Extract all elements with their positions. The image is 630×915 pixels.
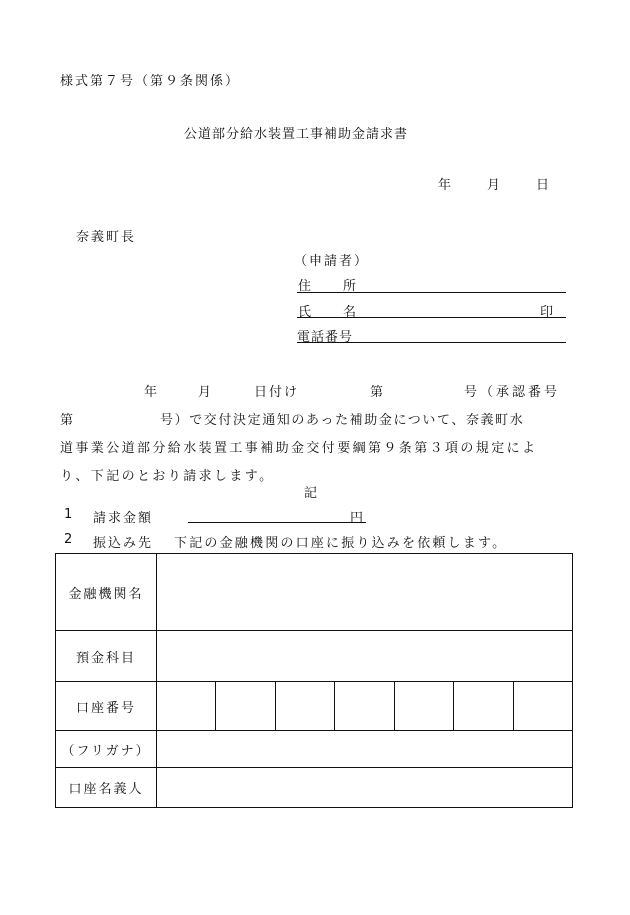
item1-number: 1	[64, 507, 75, 522]
item1-label: 請求金額	[93, 511, 154, 526]
applicant-heading: （申請者）	[294, 254, 370, 269]
account-holder-label: 口座名義人	[56, 768, 157, 808]
furigana-field[interactable]	[157, 731, 573, 768]
digit-box[interactable]	[215, 682, 274, 730]
digit-box[interactable]	[394, 682, 453, 730]
request-body	[60, 373, 576, 485]
account-number-label: 口座番号	[56, 682, 157, 731]
body-month: 月	[198, 385, 214, 400]
date-year: 年	[438, 178, 454, 193]
body-line-1	[60, 373, 576, 401]
account-holder-row	[56, 768, 573, 808]
amount-underline	[188, 522, 366, 523]
digit-box[interactable]	[513, 682, 572, 730]
name-underline	[297, 317, 566, 318]
date-month: 月	[487, 178, 503, 193]
body-year: 年	[144, 385, 160, 400]
addressee: 奈義町長	[76, 230, 137, 245]
date-day: 日	[536, 178, 552, 193]
item2-label: 振込み先	[93, 536, 154, 551]
account-type-label: 預金科目	[56, 631, 157, 682]
address-underline	[297, 292, 566, 293]
account-number-field[interactable]	[157, 682, 573, 731]
body-line-2-rest: 号）で交付決定通知のあった補助金について、奈義町水	[160, 413, 525, 428]
account-holder-field[interactable]	[157, 768, 573, 808]
phone-underline	[297, 342, 566, 343]
item1-unit: 円	[350, 511, 366, 526]
item2-number: 2	[64, 532, 75, 547]
ki-heading: 記	[304, 486, 320, 501]
body-line-4	[60, 457, 576, 485]
account-number-digits	[157, 682, 572, 730]
body-line-3	[60, 429, 576, 457]
address-label: 住 所	[298, 279, 359, 294]
body-line-2	[60, 401, 576, 429]
body-go: 号（承認番号	[464, 385, 561, 400]
body-dai-2: 第	[60, 413, 76, 428]
digit-box[interactable]	[453, 682, 512, 730]
item2-text: 下記の金融機関の口座に振り込みを依頼します。	[174, 536, 508, 551]
seal-mark: 印	[540, 305, 556, 320]
furigana-label: （フリガナ）	[56, 731, 157, 768]
body-line-4-text: り、下記のとおり請求します。	[60, 469, 275, 484]
account-type-row	[56, 631, 573, 682]
bank-account-table	[55, 553, 573, 808]
furigana-row	[56, 731, 573, 768]
digit-box[interactable]	[157, 682, 215, 730]
digit-box[interactable]	[334, 682, 393, 730]
body-line-3-text: 道事業公道部分給水装置工事補助金交付要綱第９条第３項の規定によ	[60, 441, 538, 456]
phone-label: 電話番号	[297, 330, 354, 345]
account-type-field[interactable]	[157, 631, 573, 682]
form-number: 様式第７号（第９条関係）	[60, 74, 241, 89]
digit-box[interactable]	[275, 682, 334, 730]
bank-name-field[interactable]	[157, 554, 573, 631]
bank-name-row	[56, 554, 573, 631]
name-label: 氏 名	[298, 305, 359, 320]
body-dai: 第	[370, 385, 386, 400]
bank-name-label: 金融機関名	[56, 554, 157, 631]
account-number-row	[56, 682, 573, 731]
body-day: 日付け	[254, 385, 300, 400]
form-title: 公道部分給水装置工事補助金請求書	[184, 127, 409, 142]
